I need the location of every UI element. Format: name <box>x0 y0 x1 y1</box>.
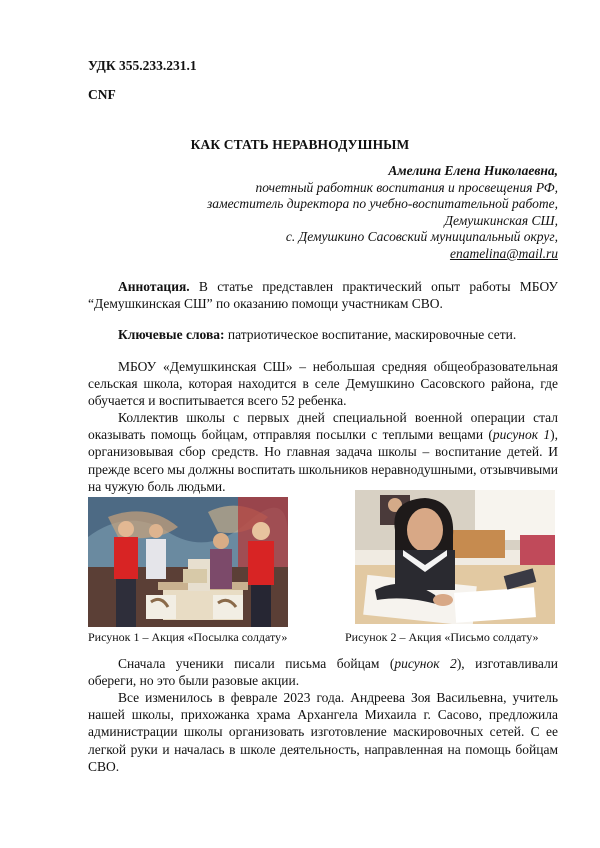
article-title: КАК СТАТЬ НЕРАВНОДУШНЫМ <box>0 137 600 153</box>
figure-1-reference: рисунок 1 <box>493 427 550 442</box>
body-paragraph-4: Все изменилось в феврале 2023 года. Андреева Зоя Васильевна, учитель нашей школы, прихожанка храма Архангела Михаила г. Сасово, предложила администрации школы организовать изготовление маскировочных сетей. С ее легкой руки и началась в школе деятельность, направленная на помощь бойцам СВО. <box>88 689 558 775</box>
keywords <box>88 326 558 343</box>
annotation-label: Аннотация. <box>118 279 190 294</box>
figure-1-caption: Рисунок 1 – Акция «Посылка солдату» <box>88 630 287 645</box>
figure-2-reference: рисунок 2 <box>394 656 456 671</box>
keywords-label: Ключевые слова: <box>118 327 224 342</box>
body-paragraph-3 <box>88 655 558 689</box>
body-paragraph-2 <box>88 409 558 495</box>
keywords-text: патриотическое воспитание, маскировочные сети. <box>224 327 516 342</box>
annotation-text: В статье представлен практический опыт работы МБОУ “Демушкинская СШ” по оказанию помощи участникам СВО. <box>88 279 558 311</box>
author-position: почетный работник воспитания и просвещения РФ, <box>207 180 558 197</box>
figure-1-photo <box>88 497 288 627</box>
paragraph-2-text-a: Коллектив школы с первых дней специальной военной операции стал оказывать помощь бойцам, отправляя посылки с теплыми вещами ( <box>88 410 558 442</box>
author-location: с. Демушкино Сасовский муниципальный округ, <box>207 229 558 246</box>
udc-code: УДК 355.233.231.1 <box>88 58 197 74</box>
paragraph-2-text-b: ), организовывая сбор средств. Но главная задача школы – воспитание детей. И прежде всего мы должны воспитать школьников неравнодушными, отзывчивыми на чужую боль людьми. <box>88 427 558 494</box>
article-page <box>0 0 600 848</box>
author-name: Амелина Елена Николаевна, <box>207 163 558 180</box>
figure-2-photo <box>355 490 555 624</box>
author-email-link[interactable]: enamelina@mail.ru <box>207 246 558 263</box>
paragraph-3-text-a: Сначала ученики писали письма бойцам ( <box>118 656 394 671</box>
author-school: Демушкинская СШ, <box>207 213 558 230</box>
annotation <box>88 278 558 312</box>
body-paragraph-1: МБОУ «Демушкинская СШ» – небольшая средняя общеобразовательная сельская школа, которая находится в селе Демушкино Сасовского района, где обучается и воспитывается всего 52 ребенка. <box>88 358 558 410</box>
figure-2-caption: Рисунок 2 – Акция «Письмо солдату» <box>345 630 539 645</box>
author-block <box>207 163 558 263</box>
conference-code: CNF <box>88 87 116 103</box>
paragraph-3-text-b: ), изготавливали обереги, но это были разовые акции. <box>88 656 558 688</box>
author-role: заместитель директора по учебно-воспитательной работе, <box>207 196 558 213</box>
